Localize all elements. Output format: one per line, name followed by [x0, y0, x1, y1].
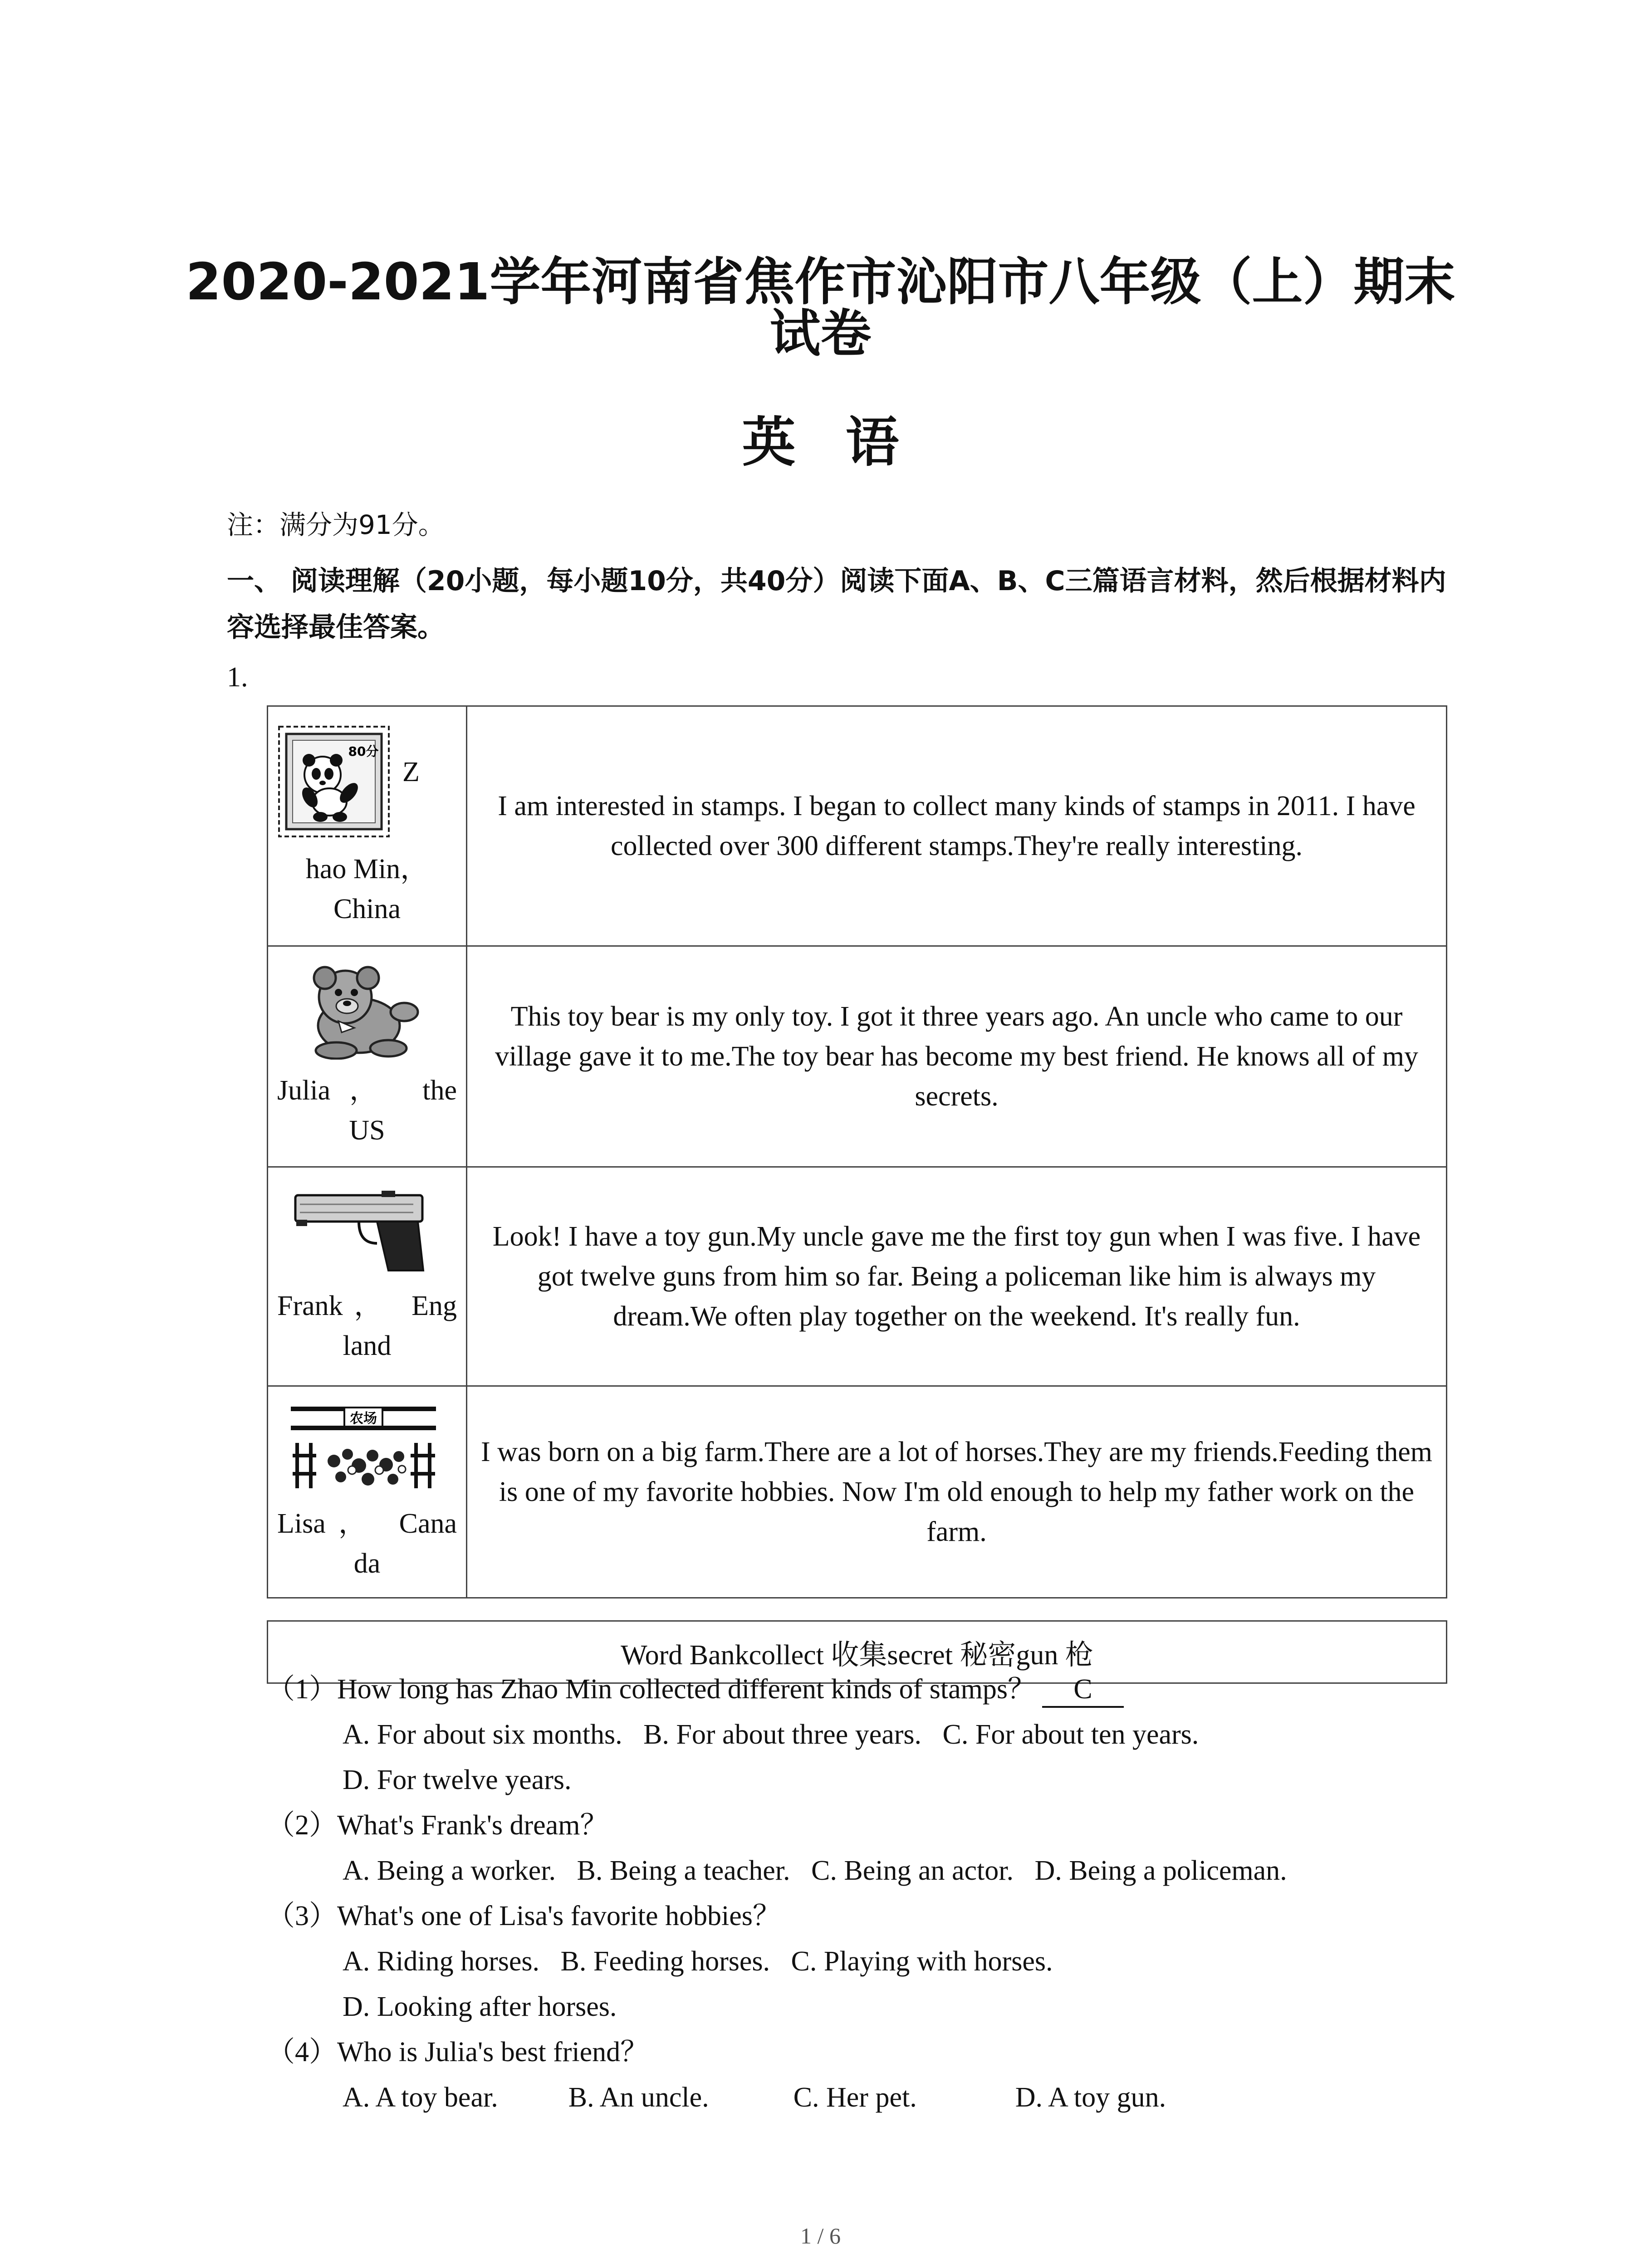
profile-name: Frank， Eng [277, 1290, 457, 1321]
word-bank: Word Bankcollect 收集secret 秘密gun 枪 [267, 1620, 1447, 1684]
question-3: （3）What's one of Lisa's favorite hobbies？ [267, 1901, 781, 1931]
exam-title-continued: 试卷 [769, 304, 872, 363]
table-row [268, 706, 1447, 946]
table-row [268, 1386, 1447, 1598]
question-3-options: A. Riding horses. B. Feeding horses. C. Playing with horses. [343, 1946, 1053, 1977]
profiles-table [267, 705, 1447, 1598]
question-4: （4）Who is Julia's best friend？ [267, 2037, 649, 2068]
profile-name: Z [402, 757, 420, 787]
score-note: 注：满分为91分。 [227, 509, 445, 540]
profile-country: land [343, 1330, 392, 1361]
profile-person [268, 1386, 467, 1598]
table-row [268, 1167, 1447, 1386]
toy-bear-icon [291, 964, 427, 1070]
profile-person [268, 706, 467, 946]
profile-name: Julia， the [277, 1075, 457, 1106]
farm-icon [291, 1402, 436, 1504]
question-2: （2）What's Frank's dream？ [267, 1810, 608, 1841]
question-3-options: D. Looking after horses. [343, 1991, 617, 2022]
profile-text: This toy bear is my only toy. I got it three years ago. An uncle who came to our village gave it to me.The toy bear has become my best friend. He knows all of my secrets. [467, 946, 1447, 1167]
stamp-value: 80分 [348, 744, 379, 759]
answer-blank: C [1042, 1672, 1124, 1708]
panda-stamp-icon [277, 725, 391, 849]
profile-text: Look! I have a toy gun.My uncle gave me the first toy gun when I was five. I have got twelve guns from him so far. Being a policeman like him is always my dream.We often play together on the weekend. It's really fun. [467, 1167, 1447, 1386]
profile-text: I was born on a big farm.There are a lot of horses.They are my friends.Feeding them is one of my favorite hobbies. Now I'm old enough to help my father work on the farm. [467, 1386, 1447, 1598]
subject-heading: 英语 [742, 411, 949, 474]
page-number: 1 / 6 [800, 2223, 841, 2248]
profile-person [268, 946, 467, 1167]
profile-country: US [349, 1115, 385, 1146]
profile-text: I am interested in stamps. I began to collect many kinds of stamps in 2011. I have collected over 300 different stamps.They're really interesting. [467, 706, 1447, 946]
question-4-options: A. A toy bear. B. An uncle. C. Her pet. D. A toy gun. [343, 2082, 1166, 2113]
table-row [268, 946, 1447, 1167]
exam-title: 2020-2021学年河南省焦作市沁阳市八年级（上）期末 [186, 253, 1455, 312]
profile-name: hao Min， [305, 854, 429, 885]
section-heading: 一、 阅读理解（20小题，每小题10分，共40分）阅读下面A、B、C三篇语言材料，然后根据材料内容选择最佳答案。 [227, 565, 1446, 643]
profile-name: Lisa， Cana [277, 1508, 457, 1539]
toy-gun-icon [291, 1189, 431, 1286]
question-1-options: A. For about six months. B. For about three years. C. For about ten years. [343, 1719, 1199, 1750]
profile-country: China [333, 894, 401, 924]
profile-person [268, 1167, 467, 1386]
question-number: 1. [227, 662, 248, 693]
farm-sign: 农场 [350, 1411, 377, 1427]
question-stem: （1）How long has Zhao Min collected different kinds of stamps？ [267, 1674, 1036, 1705]
question-1 [267, 1669, 1124, 1709]
question-1-options: D. For twelve years. [343, 1765, 572, 1795]
profile-country: da [353, 1548, 381, 1579]
question-2-options: A. Being a worker. B. Being a teacher. C. Being an actor. D. Being a policeman. [343, 1855, 1287, 1886]
